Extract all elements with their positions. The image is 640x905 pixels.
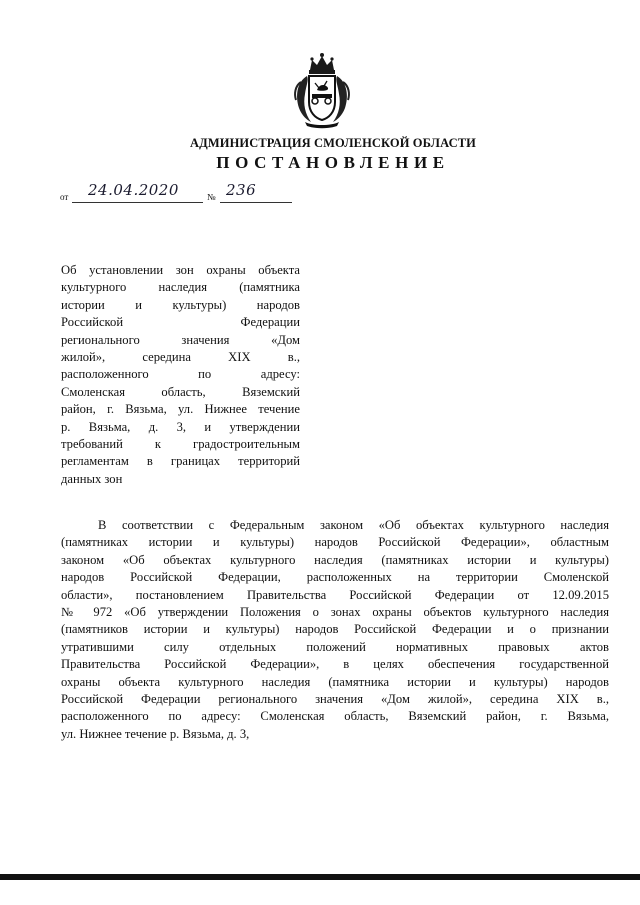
body-line: Российской Федерации регионального значения «Дом жилой», середина XIX в., <box>61 691 609 706</box>
body-line: охраны объекта культурного наследия (памятника истории и культуры) народов <box>61 674 609 689</box>
subject-line: требований к градостроительным <box>61 436 300 451</box>
subject-line: Смоленская область, Вяземский <box>61 384 300 399</box>
document-subject <box>61 262 300 488</box>
number-prefix: № <box>207 192 216 202</box>
subject-line: жилой», середина XIX в., <box>61 349 300 364</box>
body-line: области», постановлением Правительства Российской Федерации от 12.09.2015 <box>61 587 609 602</box>
subject-line: Российской Федерации <box>61 315 300 330</box>
number-underline <box>220 202 292 203</box>
document-body <box>61 517 609 743</box>
body-line: № 972 «Об утверждении Положения о зонах охраны объектов культурного наследия <box>61 604 609 619</box>
subject-line: регламентам в границах территорий <box>61 454 300 469</box>
date-number-line <box>60 180 360 206</box>
subject-line: данных зон <box>61 471 123 486</box>
body-line: В соответствии с Федеральным законом «Об объектах культурного наследия <box>98 518 609 532</box>
body-line: (памятниках истории и культуры) народов Российской Федерации», областным <box>61 535 609 550</box>
body-line: ул. Нижнее течение р. Вязьма, д. 3, <box>61 726 250 741</box>
page-bottom-rule <box>0 874 640 880</box>
subject-line: культурного наследия (памятника <box>61 280 300 295</box>
body-line: (памятников истории и культуры) народов Российской Федерации и о признании <box>61 622 609 637</box>
handwritten-date: 24.04.2020 <box>88 181 179 199</box>
smolensk-coat-of-arms-icon <box>293 52 351 130</box>
organization-title: АДМИНИСТРАЦИЯ СМОЛЕНСКОЙ ОБЛАСТИ <box>190 136 476 150</box>
subject-line: истории и культуры) народов <box>61 297 300 312</box>
subject-line: р. Вязьма, д. 3, и утверждении <box>61 419 300 434</box>
handwritten-number: 236 <box>226 181 257 199</box>
body-line: расположенного по адресу: Смоленская область, Вяземский район, г. Вязьма, <box>61 709 609 724</box>
date-underline <box>72 202 203 203</box>
subject-line: регионального значения «Дом <box>61 332 300 347</box>
body-line: утратившими силу отдельных положений нормативных правовых актов <box>61 639 609 654</box>
subject-line: район, г. Вязьма, ул. Нижнее течение <box>61 402 300 417</box>
subject-line: Об установлении зон охраны объекта <box>61 263 300 277</box>
date-prefix: от <box>60 192 69 202</box>
body-line: народов Российской Федерации, расположенных на территории Смоленской <box>61 570 609 585</box>
subject-line: расположенного по адресу: <box>61 367 300 382</box>
body-line: Правительства Российской Федерации», в целях обеспечения государственной <box>61 657 609 672</box>
document-type-title: ПОСТАНОВЛЕНИЕ <box>216 153 450 172</box>
body-line: законом «Об объектах культурного наследия (памятниках истории и культуры) <box>61 552 609 567</box>
